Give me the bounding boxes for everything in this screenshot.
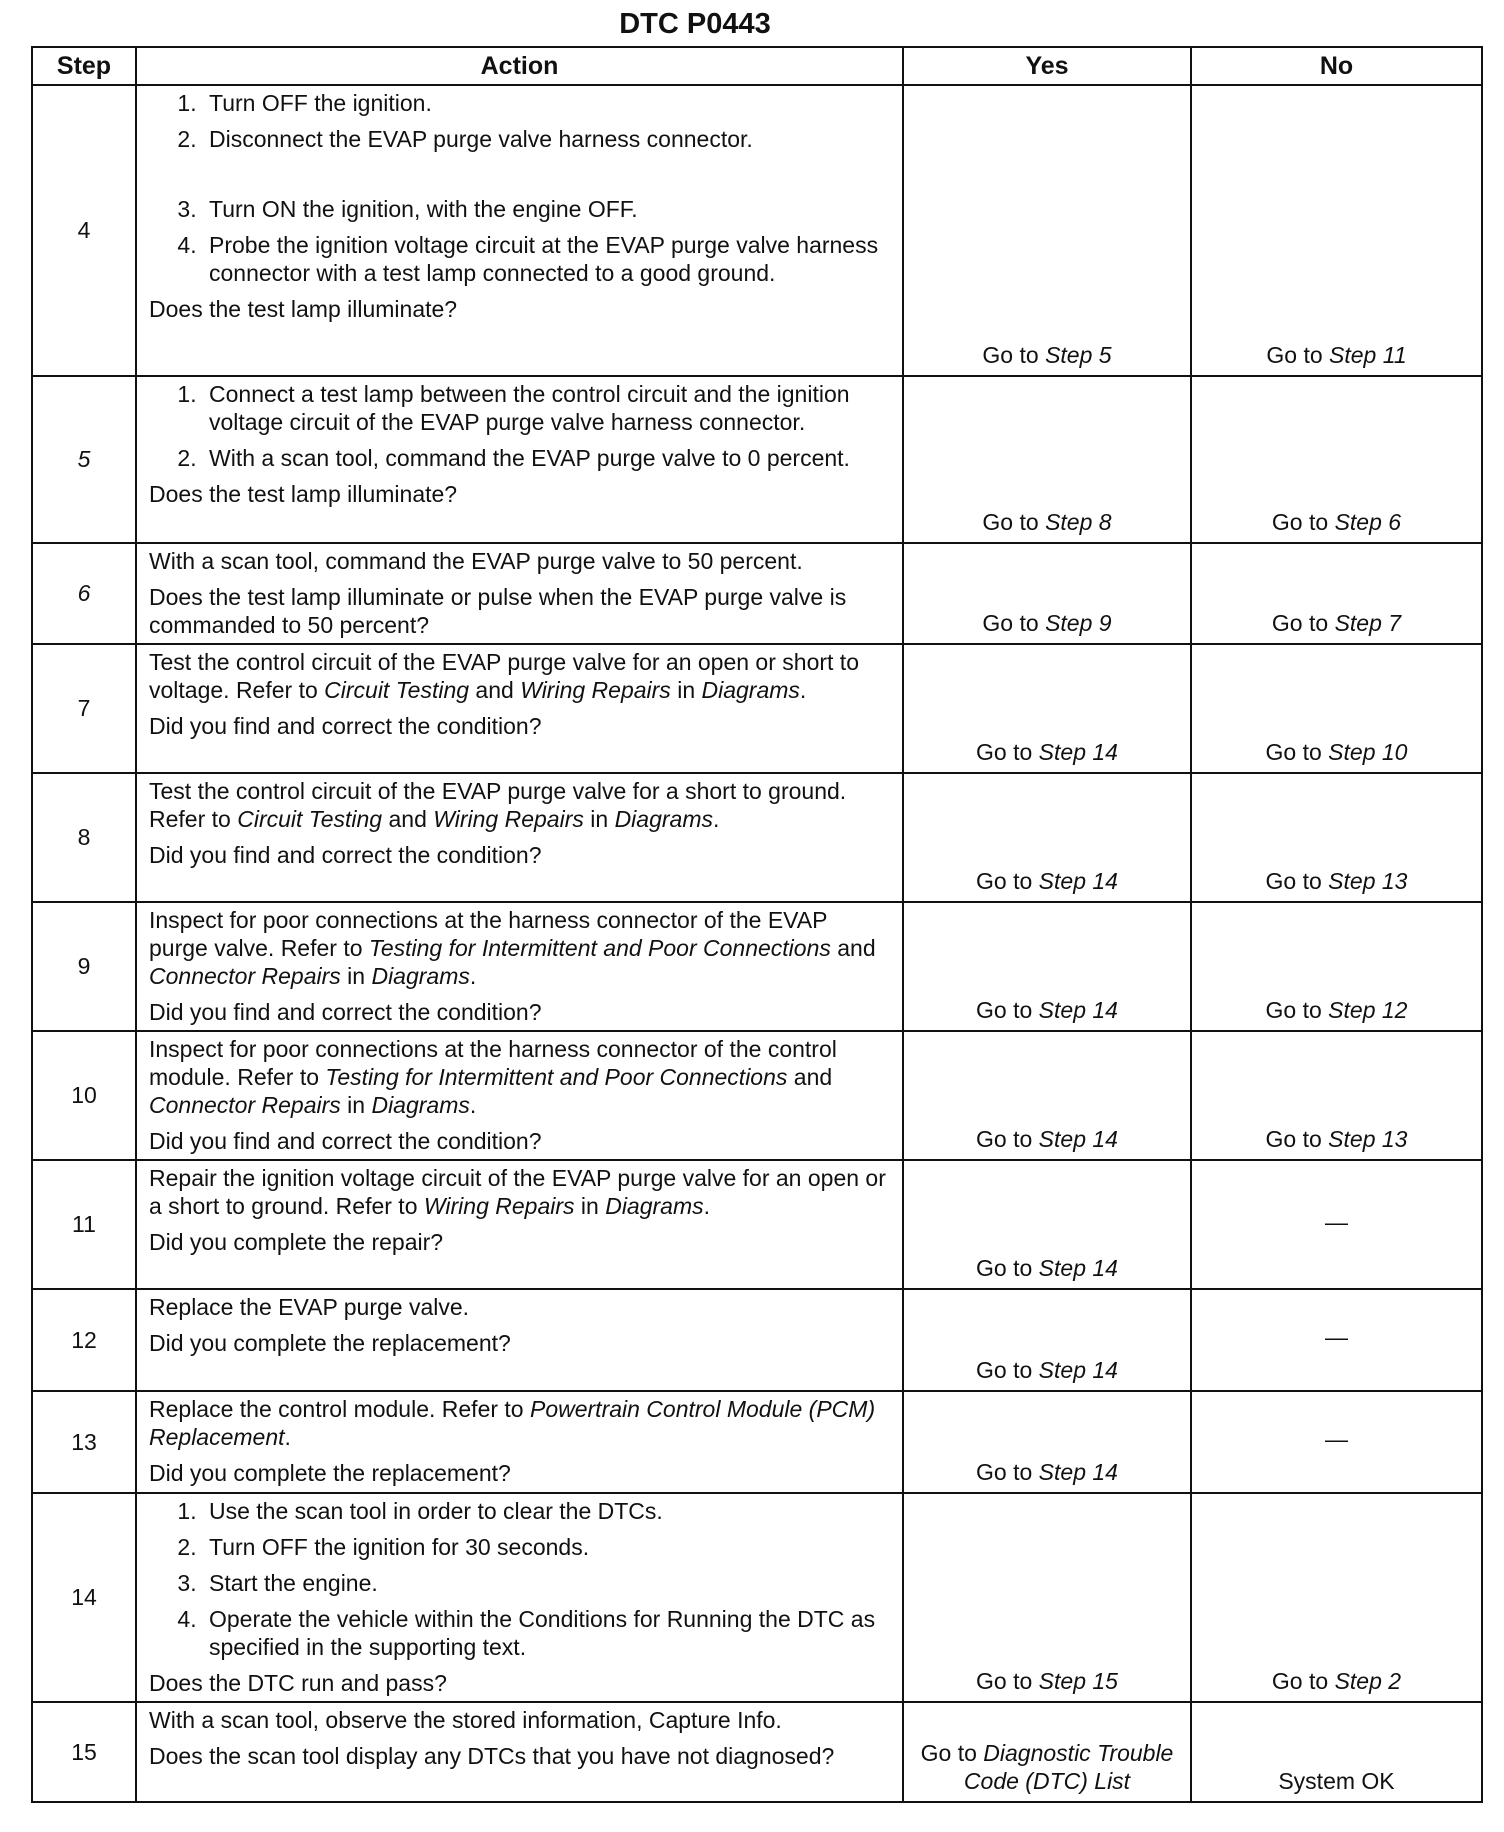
table-row bbox=[32, 1031, 1482, 1160]
step-number: 5 bbox=[32, 376, 136, 543]
step-number: 13 bbox=[32, 1391, 136, 1493]
action-question: Did you complete the replacement? bbox=[149, 1460, 511, 1486]
step-link: Step 13 bbox=[1328, 868, 1408, 894]
yes-result: Go to Step 14 bbox=[903, 1391, 1191, 1493]
no-result: Go to Step 13 bbox=[1191, 773, 1482, 902]
action-list bbox=[149, 89, 890, 295]
doc-reference: Diagrams bbox=[701, 677, 800, 703]
action-item: 3. Start the engine. bbox=[203, 1569, 890, 1597]
yes-result: Go to Step 14 bbox=[903, 902, 1191, 1031]
table-row bbox=[32, 1702, 1482, 1802]
yes-result: Go to Diagnostic Trouble Code (DTC) List bbox=[903, 1702, 1191, 1802]
action-question: Did you complete the repair? bbox=[149, 1229, 444, 1255]
action-question: Does the test lamp illuminate or pulse when the EVAP purge valve is commanded to 50 percent? bbox=[149, 584, 847, 638]
action-text: Inspect for poor connections at the harness connector of the EVAP purge valve. Refer to Testing for Intermittent and Poor Connections and Connector Repairs in Diagrams. bbox=[149, 907, 876, 989]
step-link: Step 9 bbox=[1045, 610, 1112, 636]
action-item: 3. Turn ON the ignition, with the engine OFF. bbox=[203, 195, 890, 223]
step-number: 11 bbox=[32, 1160, 136, 1289]
action-item: 2. Disconnect the EVAP purge valve harness connector. bbox=[203, 125, 890, 153]
step-link: Step 14 bbox=[1038, 1255, 1118, 1281]
yes-result: Go to Step 14 bbox=[903, 1160, 1191, 1289]
step-link: Step 7 bbox=[1334, 610, 1402, 636]
doc-reference: Circuit Testing bbox=[324, 677, 470, 703]
step-link: Step 14 bbox=[1038, 868, 1118, 894]
no-result: Go to Step 2 bbox=[1191, 1493, 1482, 1702]
step-link: Step 6 bbox=[1334, 509, 1402, 535]
action-text: Repair the ignition voltage circuit of the EVAP purge valve for an open or a short to ground. Refer to Wiring Repairs in Diagrams. bbox=[149, 1165, 886, 1219]
action-text: With a scan tool, observe the stored information, Capture Info. bbox=[149, 1707, 782, 1733]
doc-reference: Diagrams bbox=[371, 1092, 470, 1118]
no-result: — bbox=[1191, 1391, 1482, 1493]
step-link: Step 2 bbox=[1334, 1668, 1402, 1694]
action-list bbox=[149, 380, 890, 480]
step-number: 12 bbox=[32, 1289, 136, 1391]
action-question: Does the scan tool display any DTCs that you have not diagnosed? bbox=[149, 1743, 835, 1769]
doc-reference: Powertrain Control Module (PCM) Replacement bbox=[149, 1396, 876, 1450]
yes-result: Go to Step 9 bbox=[903, 543, 1191, 644]
step-link: Step 14 bbox=[1038, 1126, 1118, 1152]
no-result: System OK bbox=[1191, 1702, 1482, 1802]
no-result: Go to Step 11 bbox=[1191, 85, 1482, 376]
doc-reference: Diagrams bbox=[614, 806, 713, 832]
step-link: Step 11 bbox=[1329, 342, 1407, 368]
yes-result: Go to Step 14 bbox=[903, 644, 1191, 773]
action-question: Does the test lamp illuminate? bbox=[149, 296, 458, 322]
action-cell bbox=[136, 773, 903, 902]
step-number: 10 bbox=[32, 1031, 136, 1160]
header-row bbox=[32, 47, 1482, 85]
action-item: 1. Connect a test lamp between the control circuit and the ignition voltage circuit of the EVAP purge valve harness connector. bbox=[203, 380, 890, 436]
step-link: Step 14 bbox=[1038, 1459, 1118, 1485]
step-number: 7 bbox=[32, 644, 136, 773]
table-row bbox=[32, 644, 1482, 773]
action-text: Replace the EVAP purge valve. bbox=[149, 1294, 470, 1320]
action-item: 4. Operate the vehicle within the Conditions for Running the DTC as specified in the supporting text. bbox=[203, 1605, 890, 1661]
action-cell bbox=[136, 543, 903, 644]
step-link: Step 14 bbox=[1038, 1357, 1118, 1383]
step-link: Step 5 bbox=[1045, 342, 1112, 368]
no-result: Go to Step 6 bbox=[1191, 376, 1482, 543]
doc-reference: Wiring Repairs bbox=[423, 1193, 575, 1219]
step-link: Diagnostic Trouble Code (DTC) List bbox=[963, 1740, 1174, 1794]
doc-reference: Testing for Intermittent and Poor Connections bbox=[368, 935, 831, 961]
yes-result: Go to Step 14 bbox=[903, 1289, 1191, 1391]
action-cell bbox=[136, 376, 903, 543]
step-number: 9 bbox=[32, 902, 136, 1031]
header-yes: Yes bbox=[903, 47, 1191, 85]
action-text: Test the control circuit of the EVAP purge valve for an open or short to voltage. Refer to Circuit Testing and Wiring Repairs in Diagrams. bbox=[149, 649, 859, 703]
yes-result: Go to Step 14 bbox=[903, 1031, 1191, 1160]
step-number: 15 bbox=[32, 1702, 136, 1802]
action-cell bbox=[136, 902, 903, 1031]
header-no: No bbox=[1191, 47, 1482, 85]
doc-reference: Connector Repairs bbox=[149, 963, 341, 989]
no-result: — bbox=[1191, 1160, 1482, 1289]
action-text: With a scan tool, command the EVAP purge valve to 50 percent. bbox=[149, 548, 803, 574]
table-row bbox=[32, 543, 1482, 644]
action-text: Test the control circuit of the EVAP purge valve for a short to ground. Refer to Circuit Testing and Wiring Repairs in Diagrams. bbox=[149, 778, 847, 832]
doc-reference: Diagrams bbox=[605, 1193, 704, 1219]
action-cell bbox=[136, 1289, 903, 1391]
action-cell bbox=[136, 1702, 903, 1802]
action-question: Did you find and correct the condition? bbox=[149, 1128, 542, 1154]
step-link: Step 10 bbox=[1328, 739, 1408, 765]
step-link: Step 14 bbox=[1038, 997, 1118, 1023]
table-row bbox=[32, 376, 1482, 543]
table-row bbox=[32, 1289, 1482, 1391]
action-question: Did you find and correct the condition? bbox=[149, 842, 542, 868]
action-cell bbox=[136, 644, 903, 773]
step-link: Step 8 bbox=[1045, 509, 1112, 535]
no-result: — bbox=[1191, 1289, 1482, 1391]
table-row bbox=[32, 1391, 1482, 1493]
action-question: Did you find and correct the condition? bbox=[149, 999, 542, 1025]
step-link: Step 13 bbox=[1328, 1126, 1408, 1152]
action-item: 2. With a scan tool, command the EVAP purge valve to 0 percent. bbox=[203, 444, 890, 472]
diagnostic-table bbox=[31, 46, 1483, 1803]
action-text: Replace the control module. Refer to Powertrain Control Module (PCM) Replacement. bbox=[149, 1396, 876, 1450]
action-question: Did you find and correct the condition? bbox=[149, 713, 542, 739]
page-title: DTC P0443 bbox=[619, 8, 771, 40]
action-cell bbox=[136, 1031, 903, 1160]
table-row bbox=[32, 1160, 1482, 1289]
action-item: 4. Probe the ignition voltage circuit at the EVAP purge valve harness connector with a test lamp connected to a good ground. bbox=[203, 231, 890, 287]
action-cell bbox=[136, 1160, 903, 1289]
no-result: Go to Step 7 bbox=[1191, 543, 1482, 644]
yes-result: Go to Step 5 bbox=[903, 85, 1191, 376]
action-question: Does the DTC run and pass? bbox=[149, 1670, 447, 1696]
doc-reference: Circuit Testing bbox=[237, 806, 383, 832]
no-result: Go to Step 13 bbox=[1191, 1031, 1482, 1160]
action-item: 2. Turn OFF the ignition for 30 seconds. bbox=[203, 1533, 890, 1561]
doc-reference: Testing for Intermittent and Poor Connections bbox=[325, 1064, 788, 1090]
step-link: Step 12 bbox=[1328, 997, 1408, 1023]
yes-result: Go to Step 15 bbox=[903, 1493, 1191, 1702]
action-cell bbox=[136, 1391, 903, 1493]
step-number: 14 bbox=[32, 1493, 136, 1702]
action-question: Did you complete the replacement? bbox=[149, 1330, 511, 1356]
doc-reference: Wiring Repairs bbox=[433, 806, 584, 832]
action-item: 1. Use the scan tool in order to clear the DTCs. bbox=[203, 1497, 890, 1525]
action-cell bbox=[136, 1493, 903, 1702]
action-item: 1. Turn OFF the ignition. bbox=[203, 89, 890, 117]
doc-reference: Wiring Repairs bbox=[520, 677, 671, 703]
no-result: Go to Step 12 bbox=[1191, 902, 1482, 1031]
action-question: Does the test lamp illuminate? bbox=[149, 481, 458, 507]
action-list bbox=[149, 1497, 890, 1669]
doc-reference: Diagrams bbox=[371, 963, 470, 989]
step-number: 6 bbox=[32, 543, 136, 644]
table-row bbox=[32, 773, 1482, 902]
table-row bbox=[32, 85, 1482, 376]
table-row bbox=[32, 902, 1482, 1031]
table-row bbox=[32, 1493, 1482, 1702]
yes-result: Go to Step 8 bbox=[903, 376, 1191, 543]
step-link: Step 14 bbox=[1038, 739, 1118, 765]
doc-reference: Connector Repairs bbox=[149, 1092, 341, 1118]
header-step: Step bbox=[32, 47, 136, 85]
action-text: Inspect for poor connections at the harness connector of the control module. Refer to Testing for Intermittent and Poor Connections and Connector Repairs in Diagrams. bbox=[149, 1036, 837, 1118]
step-link: Step 15 bbox=[1038, 1668, 1118, 1694]
no-result: Go to Step 10 bbox=[1191, 644, 1482, 773]
action-cell bbox=[136, 85, 903, 376]
header-action: Action bbox=[136, 47, 903, 85]
step-number: 4 bbox=[32, 85, 136, 376]
step-number: 8 bbox=[32, 773, 136, 902]
yes-result: Go to Step 14 bbox=[903, 773, 1191, 902]
